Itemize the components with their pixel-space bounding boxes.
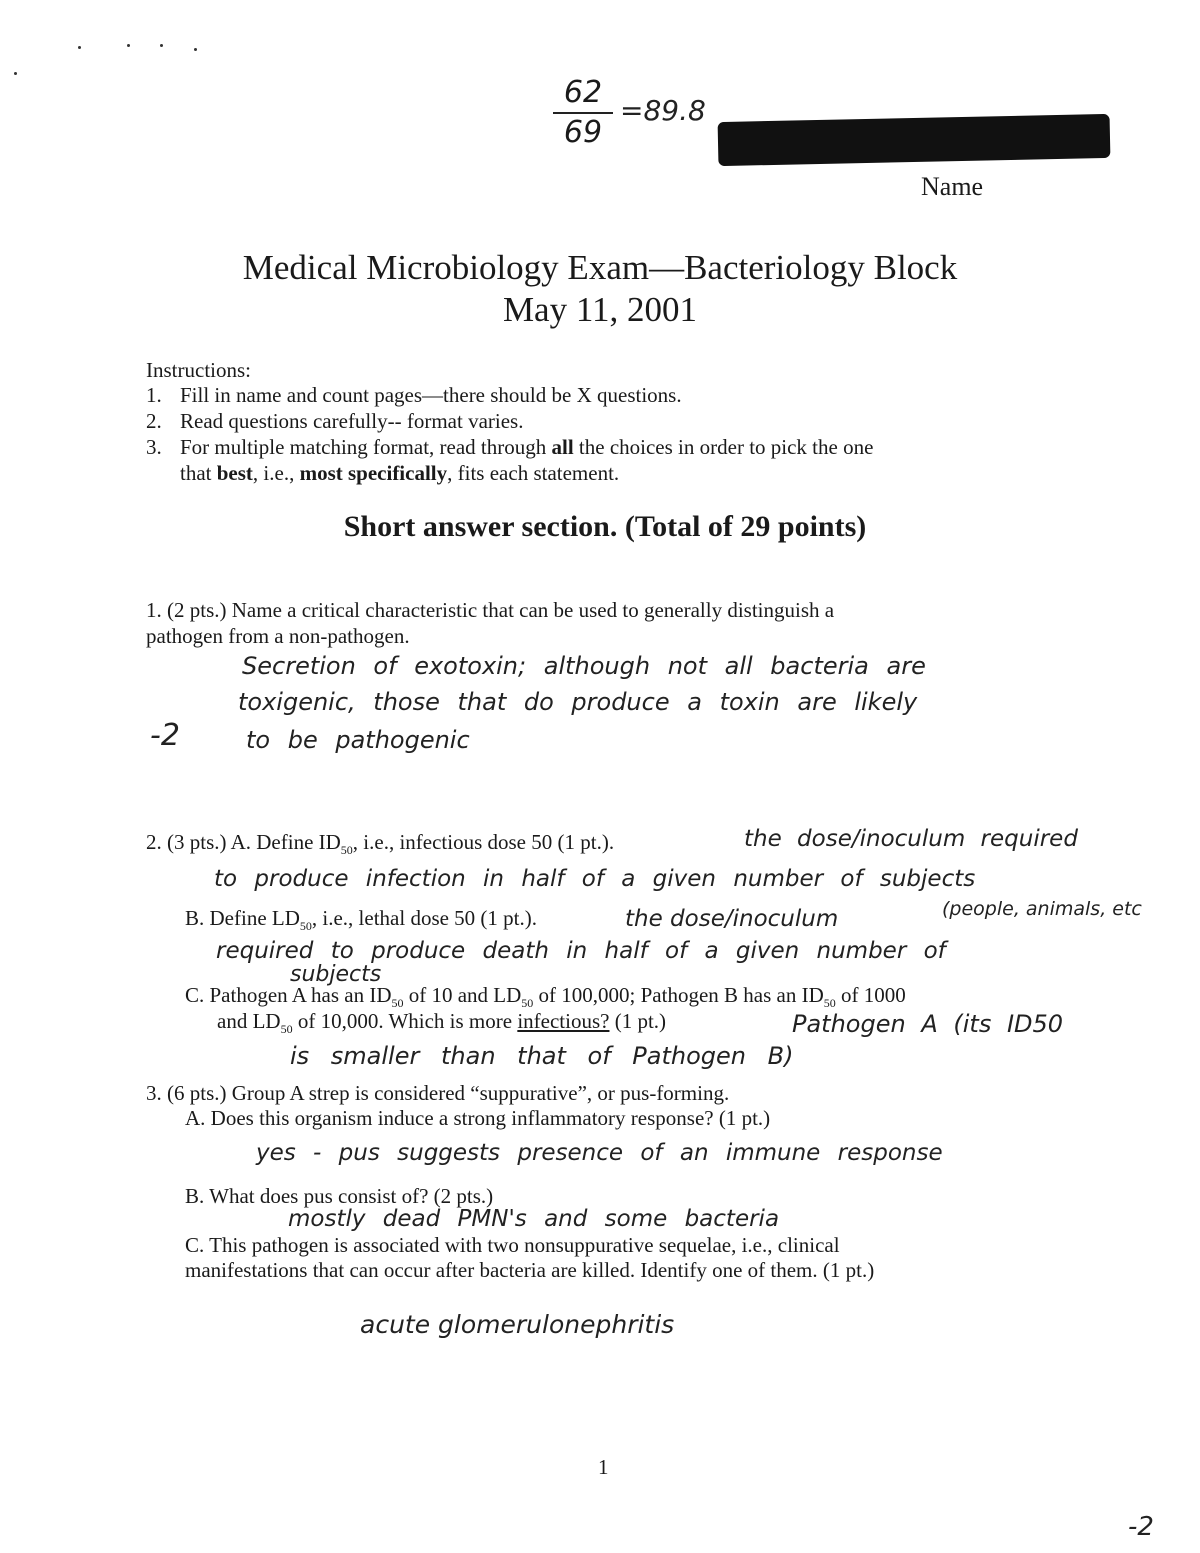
instruction-number: 2.: [146, 409, 162, 433]
question-2c-text-continued: and $LD_{50}$ of 10,000. Which is more infectious? (1 pt.): [217, 1009, 667, 1037]
page-deduction: -2: [1128, 1512, 1154, 1542]
grade-denominator: 69: [563, 115, 603, 150]
instruction-item: [146, 383, 682, 408]
instruction-text-continued: that best, i.e., most specifically, fits each statement.: [180, 461, 620, 485]
instructions-heading: Instructions:: [146, 358, 251, 382]
question-1-answer: to be pathogenic: [246, 726, 470, 754]
scan-speck: [127, 44, 130, 47]
question-3a-text: A. Does this organism induce a strong inflammatory response? (1 pt.): [185, 1106, 771, 1130]
name-label: Name: [921, 172, 984, 201]
instruction-item: [146, 435, 874, 460]
scan-speck: [160, 44, 163, 47]
instruction-number: 1.: [146, 383, 162, 407]
question-2c-text: C. Pathogen A has an $ID_{50}$ of 10 and $LD_{50}$ of 100,000; Pathogen B has an $ID_{50}$ of 1000: [185, 983, 906, 1011]
question-1-answer: toxigenic, those that do produce a toxin are likely: [238, 688, 918, 716]
question-2a-text: 2. (3 pts.) A. Define $ID_{50}$, i.e., infectious dose 50 (1 pt.).: [146, 830, 615, 858]
instruction-number: 3.: [146, 435, 162, 459]
scan-speck: [194, 48, 197, 51]
question-2b-answer: the dose/inoculum: [625, 906, 839, 932]
question-2a-answer: the dose/inoculum required: [744, 826, 1078, 852]
question-1-answer: Secretion of exotoxin; although not all bacteria are: [242, 652, 926, 680]
question-3-text: 3. (6 pts.) Group A strep is considered “suppurative”, or pus-forming.: [146, 1081, 730, 1105]
exam-title: Medical Microbiology Exam—Bacteriology Block: [242, 248, 958, 287]
instruction-text: Read questions carefully-- format varies.: [180, 409, 524, 433]
instruction-text: For multiple matching format, read through all the choices in order to pick the one: [180, 435, 874, 459]
question-3c-text: C. This pathogen is associated with two nonsuppurative sequelae, i.e., clinical: [185, 1233, 840, 1257]
question-3c-answer: acute glomerulonephritis: [360, 1310, 675, 1339]
question-3a-answer: yes - pus suggests presence of an immune response: [256, 1140, 943, 1166]
question-1-text: 1. (2 pts.) Name a critical characteristic that can be used to generally distinguish a: [146, 598, 835, 622]
question-3b-answer: mostly dead PMN's and some bacteria: [288, 1206, 780, 1232]
section-heading: Short answer section. (Total of 29 points): [343, 510, 867, 543]
question-1-text-continued: pathogen from a non-pathogen.: [146, 624, 410, 648]
question-3c-text-continued: manifestations that can occur after bacteria are killed. Identify one of them. (1 pt.): [185, 1258, 875, 1282]
question-1-deduction: -2: [150, 718, 180, 753]
grade-result: =89.8: [620, 94, 706, 127]
page-number: 1: [598, 1455, 609, 1479]
question-2a-answer: to produce infection in half of a given number of subjects: [214, 866, 976, 892]
question-2c-answer: Pathogen A (its ID50: [792, 1010, 1064, 1038]
question-2b-text: B. Define $LD_{50}$, i.e., lethal dose 50 (1 pt.).: [185, 906, 538, 934]
grade-fraction: [553, 76, 613, 150]
question-3b-text: B. What does pus consist of? (2 pts.): [185, 1184, 494, 1208]
question-2b-answer: required to produce death in half of a given number of: [216, 938, 946, 964]
fraction-bar: [553, 112, 613, 114]
question-2b-answer: subjects: [290, 962, 382, 987]
scan-speck: [78, 46, 81, 49]
question-2b-answer-side: (people, animals, etc: [942, 898, 1142, 920]
instruction-item: [146, 409, 524, 434]
question-2c-answer: is smaller than that of Pathogen B): [290, 1042, 794, 1070]
scan-speck: [14, 72, 17, 75]
grade-numerator: 62: [563, 75, 603, 110]
exam-date: May 11, 2001: [502, 290, 698, 329]
instruction-text: Fill in name and count pages—there should be X questions.: [180, 383, 682, 407]
redacted-name: [718, 114, 1111, 166]
